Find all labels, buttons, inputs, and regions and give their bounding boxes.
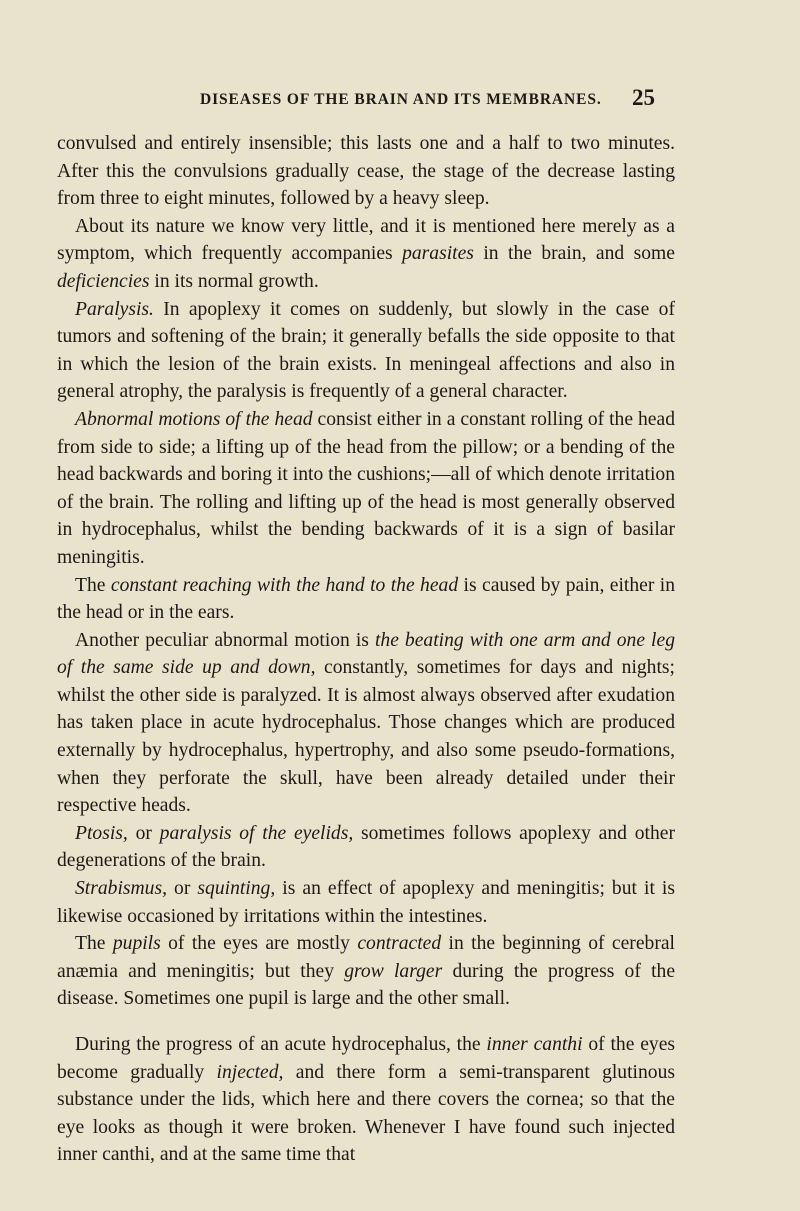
paragraph	[57, 627, 675, 820]
paragraph	[57, 820, 675, 875]
text-run: Another peculiar abnormal motion is	[75, 629, 375, 651]
text-run: in its normal growth.	[149, 270, 319, 292]
italic-run: constant reaching with the hand to the head	[110, 574, 459, 596]
paragraph	[57, 130, 675, 213]
text-run: In apoplexy it comes on suddenly, but slowly in the case of tumors and softening of the brain; it generally befalls the side opposite to that in which the lesion of the brain exists. In meningeal affections and also in general atrophy, the paralysis is frequently of a general character.	[57, 298, 675, 403]
italic-run: Ptosis,	[75, 822, 128, 844]
text-run: of the eyes are mostly	[160, 933, 358, 955]
text-run: of the eyes become gradually	[57, 1034, 676, 1083]
italic-run: Strabismus,	[75, 878, 167, 900]
text-run: The	[75, 574, 111, 596]
text-run: During the progress of an acute hydrocephalus, the	[75, 1034, 487, 1055]
page-number: 25	[632, 85, 655, 110]
text-run: in the brain, and some	[473, 243, 675, 265]
italic-run: squinting,	[197, 878, 276, 900]
text-run: convulsed and entirely insensible; this lasts one and a half to two minutes. After this the convulsions gradually cease, the stage of the decrease lasting from three to eight minutes, followed by a heavy sleep.	[57, 133, 675, 210]
body-text	[57, 130, 675, 1169]
paragraph	[57, 930, 675, 1013]
paragraph	[57, 875, 675, 930]
text-run: during the progress of the disease. Sometimes one pupil is large and the other small.	[57, 960, 676, 1010]
italic-run: parasites	[402, 243, 474, 265]
text-run: About its nature we know very little, and it is mentioned here merely as a symptom, which frequently accompanies	[57, 215, 675, 265]
italic-run: Abnormal motions of the head	[75, 408, 313, 430]
italic-run: pupils	[112, 933, 161, 955]
running-head	[0, 85, 800, 115]
italic-run: injected,	[216, 1061, 284, 1083]
paragraph	[57, 1031, 675, 1169]
running-title: DISEASES OF THE BRAIN AND ITS MEMBRANES.	[200, 91, 602, 108]
italic-run: Paralysis.	[75, 298, 154, 320]
paragraph	[57, 406, 675, 572]
paragraph	[57, 572, 675, 627]
italic-run: paralysis of the eyelids,	[159, 822, 354, 844]
text-run: constantly, sometimes for days and nights; whilst the other side is paralyzed. It is almost always observed after exudation has taken place in acute hydrocephalus. Those changes which are produced externally by hydrocephalus, hypertrophy, and also some pseudo-formations, when they perforate the skull, have been already detailed under their respective heads.	[57, 657, 675, 817]
text-run: is an effect of apoplexy and meningitis; but it is likewise occasioned by irritations within the intestines.	[57, 878, 675, 927]
italic-run: deficiencies	[57, 270, 150, 292]
paragraph	[57, 213, 675, 296]
text-run: or	[167, 878, 198, 900]
text-run: and there form a semi-transparent glutinous substance under the lids, which here and there covers the cornea; so that the eye looks as though it were broken. Whenever I have found such injected inner canthi, and at the same time that	[57, 1061, 676, 1166]
italic-run: the beating with one arm and one leg of the same side up and down,	[57, 629, 675, 679]
text-run: in the beginning of cerebral anæmia and meningitis; but they	[57, 933, 675, 982]
italic-run: inner canthi	[486, 1034, 583, 1055]
italic-run: grow larger	[344, 960, 443, 982]
text-run: is caused by pain, either in the head or in the ears.	[57, 574, 675, 624]
text-run: sometimes follows apoplexy and other degenerations of the brain.	[57, 822, 675, 872]
paragraph	[57, 296, 675, 406]
text-run: or	[127, 822, 160, 844]
italic-run: contracted	[357, 933, 442, 955]
text-run: consist either in a constant rolling of the head from side to side; a lifting up of the head from the pillow; or a bending of the head backwards and boring it into the cushions;—all of which denote irritation of the brain. The rolling and lifting up of the head is most generally observed in hydrocephalus, whilst the bending backwards of it is a sign of basilar meningitis.	[57, 408, 676, 568]
text-run: The	[75, 933, 113, 955]
